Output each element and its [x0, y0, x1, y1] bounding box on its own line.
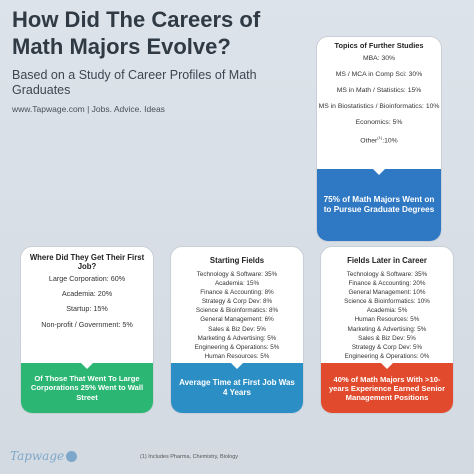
list-item: Marketing & Advertising: 5% [197, 334, 277, 342]
topics-card [316, 36, 442, 242]
list-item: Sales & Biz Dev: 5% [358, 334, 416, 342]
list-item: Technology & Software: 35% [196, 271, 278, 278]
list-item: Science & Bioinformatics: 10% [344, 298, 430, 306]
site-tagline: www.Tapwage.com | Jobs. Advice. Ideas [12, 104, 165, 114]
starting-fields-list [171, 272, 303, 360]
list-item: Academia: 15% [214, 280, 260, 288]
list-item: MS in Math / Statistics: 15% [336, 86, 422, 94]
list-item: MBA: 30% [362, 55, 396, 62]
later-fields-list [321, 272, 453, 360]
list-item [317, 136, 441, 145]
list-item: Finance & Accounting: 20% [348, 280, 426, 288]
later-fields-heading: Fields Later in Career [347, 256, 427, 265]
list-item: General Management: 6% [200, 316, 274, 324]
topics-heading: Topics of Further Studies [334, 41, 424, 50]
list-item: Engineering & Operations: 5% [194, 343, 280, 351]
list-item: Finance & Accounting: 8% [200, 289, 274, 297]
page-subtitle: Based on a Study of Career Profiles of Math Graduates [12, 68, 257, 97]
list-item: General Management: 10% [348, 289, 426, 297]
list-item: Science & Bioinformatics: 8% [195, 307, 279, 315]
list-item: Academia: 20% [61, 289, 113, 299]
list-item: Technology & Software: 35% [346, 271, 428, 278]
logo-text: Tapwage [10, 449, 65, 463]
topics-footer: 75% of Math Majors Went on to Pursue Graduate Degrees [317, 169, 441, 241]
list-item: MS in Biostatistics / Bioinformatics: 10% [318, 103, 440, 111]
later-fields-footer: 40% of Math Majors With >10-years Experience Earned Senior Management Positions [321, 363, 453, 413]
list-item: Strategy & Corp Dev: 5% [351, 343, 423, 351]
list-item: Non-profit / Government: 5% [41, 319, 133, 329]
list-item: Human Resources: 5% [204, 352, 270, 360]
first-job-list [21, 275, 153, 328]
list-item: Startup: 15% [66, 304, 108, 314]
list-item: Engineering & Operations: 0% [344, 352, 430, 360]
first-job-footer: Of Those That Went To Large Corporations 25% Went to Wall Street [21, 363, 153, 413]
starting-fields-card [170, 246, 304, 414]
list-item: MS / MCA in Comp Sci: 30% [335, 70, 423, 78]
starting-fields-heading: Starting Fields [209, 256, 265, 265]
list-item: Strategy & Corp Dev: 8% [201, 298, 273, 306]
list-item: Academia: 5% [366, 307, 408, 315]
later-fields-card [320, 246, 454, 414]
tapwage-logo [10, 449, 77, 463]
topics-list [317, 56, 441, 145]
page-title: How Did The Careers of Math Majors Evolve? [12, 7, 261, 59]
list-item: Economics: 5% [355, 119, 403, 127]
logo-dot-icon [66, 451, 77, 462]
list-item: Sales & Biz Dev: 5% [208, 325, 266, 333]
list-item: Human Resources: 5% [354, 316, 420, 324]
other-value: :10% [382, 137, 398, 145]
starting-fields-footer: Average Time at First Job Was 4 Years [171, 363, 303, 413]
first-job-card [20, 246, 154, 414]
first-job-heading: Where Did They Get Their First Job? [29, 253, 145, 271]
footnote: (1) Includes Pharma, Chemistry, Biology [140, 454, 239, 460]
list-item: Marketing & Advertising: 5% [347, 325, 427, 333]
other-label: Other [360, 137, 378, 145]
footnote-marker: (1) [377, 135, 383, 141]
list-item: Large Corporation: 60% [48, 274, 126, 283]
